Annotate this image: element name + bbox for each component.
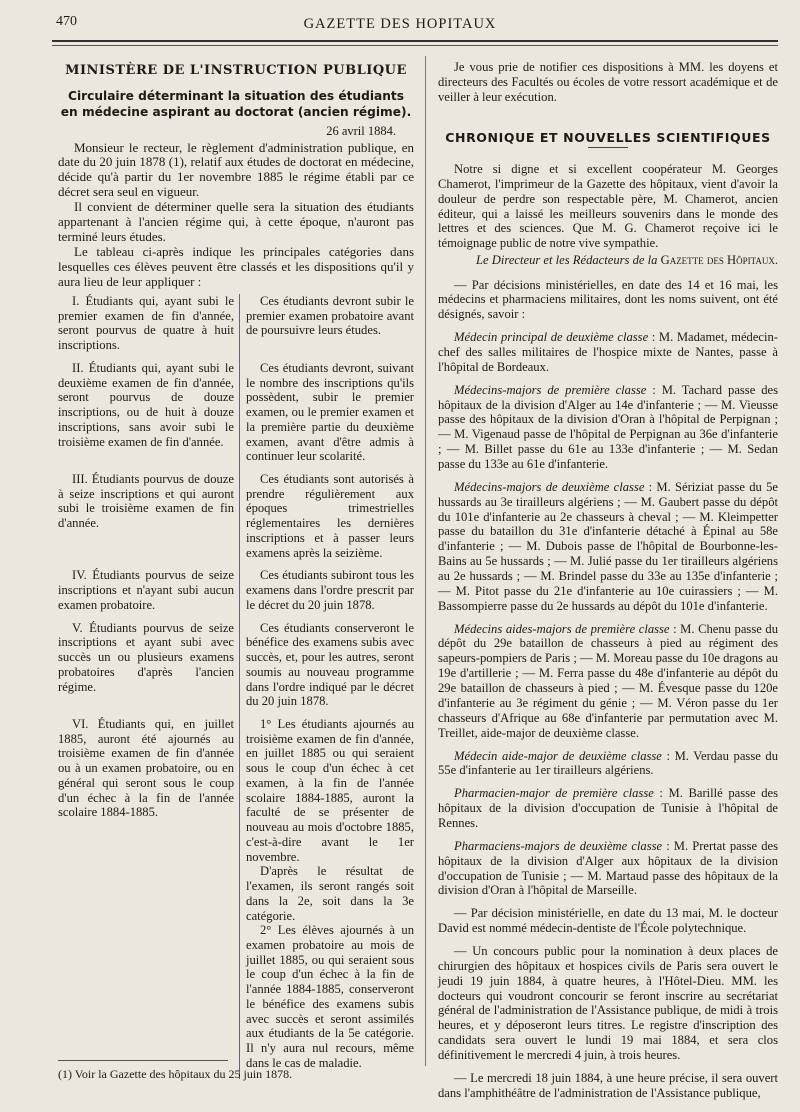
- header-rule-thin: [52, 45, 778, 46]
- appointment-rank: Pharmaciens-majors de deuxième classe: [454, 838, 663, 853]
- signature-journal: Gazette des Hôpitaux.: [660, 253, 778, 268]
- signature: [438, 253, 778, 267]
- category-disposition: [240, 621, 415, 717]
- intro-paragraph: Il convient de déterminer quelle sera la situation des étudiants appartenant à l'ancien régime qui, à cette époque, n'auront pas terminé leurs études.: [58, 199, 414, 245]
- intro-paragraph: Monsieur le recteur, le règlement d'administration publique, en date du 20 juin 1878 (1), relatif aux études de doctorat en médecine, décide qu'à partir du 1er novembre 1885 le régime établi par ce décret sera seul en vigueur.: [58, 139, 414, 200]
- table-row: [58, 472, 414, 568]
- appointment-paragraph: [438, 330, 778, 375]
- disposition-text: 1° Les étudiants ajournés au troisième examen de fin d'année, en juillet 1885 ou qui seraient sous le coup d'un échec à cet examen, à la fin de l'année scolaire 1884-1885, auront la faculté de se présenter de nouveau au mois d'octobre 1885, c'est-à-dire avant le 1er novembre.: [246, 717, 414, 864]
- appointment-rank: Médecin principal de deuxième classe: [454, 330, 649, 345]
- table-row: [58, 568, 414, 620]
- appointment-paragraph: [438, 839, 778, 898]
- disposition-text: Ces étudiants devront, suivant le nombre des inscriptions qu'ils possèdent, subir le premier examen, ou le premier examen et la première partie du deuxième examen, avant d'être admis à continuer leur scolarité.: [246, 360, 414, 464]
- category-text: V. Étudiants pourvus de seize inscriptions et ayant subi avec succès un ou plusieurs examens probatoires d'après l'ancien régime.: [58, 620, 234, 694]
- appointment-text: : M. Verdau passe du 55e d'infanterie au 1er tirailleurs algériens.: [438, 748, 778, 778]
- closing-paragraph: Je vous prie de notifier ces dispositions à MM. les doyens et directeurs des Facultés ou écoles de votre ressort académique et de veiller à leur exécution.: [438, 60, 778, 104]
- circular-title: Circulaire déterminant la situation des étudiants en médecine aspirant au doctorat (ancien régime).: [60, 88, 412, 119]
- decisions-intro: — Par décisions ministérielles, en date des 14 et 16 mai, les médecins et pharmaciens militaires, dont les noms suivent, ont été désignés, savoir :: [438, 277, 778, 322]
- appointment-paragraph: [438, 749, 778, 779]
- category-disposition: [240, 472, 415, 568]
- category-description: [58, 294, 240, 361]
- category-description: [58, 472, 240, 568]
- intro-paragraph: Le tableau ci-après indique les principales catégories dans lesquelles ces élèves peuvent être classés et les dispositions qu'il y aura lieu de leur appliquer :: [58, 244, 414, 289]
- appointment-rank: Pharmacien-major de première classe: [454, 786, 654, 801]
- appointment-rank: Médecins aides-majors de première classe: [454, 621, 670, 636]
- category-disposition: [240, 294, 415, 361]
- appointment-paragraph: [438, 383, 778, 472]
- column-divider: [425, 56, 426, 1066]
- appointment-text: : M. Sériziat passe du 5e hussards au 3e tirailleurs algériens ; — M. Gaubert passe du dépôt du 101e d'infanterie au 2e chasseurs à cheval ; — M. Kleimpetter passe du bataillon du 31e d'infanterie détaché à Épinal au 58e d'infanterie ; — M. Dubois passe de l'hôpital de Bourbonne-les-Bains au 5e hussards ; — M. Julié passe du 1er tirailleurs algériens au 2e hussards ; — M. Brindel passe du 33e au 135e d'infanterie ; — M. Pitot passe du 21e d'infanterie au 10e cuirassiers ; — M. Bassompierre passe du 2e hussards au dépôt du 101e d'infanterie.: [438, 479, 778, 613]
- appointment-paragraph: [438, 480, 778, 614]
- category-text: IV. Étudiants pourvus de seize inscriptions et n'ayant subi aucun examen probatoire.: [58, 568, 234, 612]
- short-rule: [588, 147, 628, 148]
- disposition-text: Ces étudiants devront subir le premier examen probatoire avant de poursuivre leurs études.: [246, 293, 414, 338]
- chronique-title: CHRONIQUE ET NOUVELLES SCIENTIFIQUES: [445, 129, 771, 145]
- signature-text: Le Directeur et les Rédacteurs de la: [476, 253, 661, 268]
- categories-table: [58, 294, 414, 1079]
- disposition-text: 2° Les élèves ajournés à un examen probatoire au mois de juillet 1885, ou qui seraient sous le coup d'un échec à la fin de l'année 1884-1885, conserveront le bénéfice des examens subis avec succès et seront assimilés aux étudiants de la 5e catégorie. Il n'y aura nul recours, même dans le cas de maladie.: [246, 923, 414, 1070]
- disposition-text: Ces étudiants subiront tous les examens dans l'ordre prescrit par le décret du 20 juin 1878.: [246, 568, 414, 612]
- table-row: [58, 621, 414, 717]
- appointment-rank: Médecins-majors de deuxième classe: [454, 479, 645, 494]
- footnote: (1) Voir la Gazette des hôpitaux du 25 juin 1878.: [58, 1067, 293, 1081]
- footnote-rule: [58, 1060, 228, 1061]
- appointment-text: : M. Tachard passe des hôpitaux de la division d'Alger au 14e d'infanterie ; — M. Vieusse passe des hôpitaux de la division d'Oran à l'hôpital de Perpignan ; — M. Vigenaud passe de l'hôpital de Perpignan au 36e d'infanterie ; — M. Billet passe du 61e au 133e d'infanterie ; — M. Sedan passe du 133e au 61e d'infanterie.: [438, 382, 778, 472]
- category-description: [58, 568, 240, 620]
- category-text: I. Étudiants qui, ayant subi le premier examen de fin d'année, seront pourvus de quatre à huit inscriptions.: [58, 293, 234, 353]
- category-text: VI. Étudiants qui, en juillet 1885, auront été ajournés au troisième examen de fin d'année ou à un examen probatoire, ou en général qui seront sous le coup d'un échec à la fin de l'année scolaire 1884-1885.: [58, 717, 234, 820]
- appointment-rank: Médecin aide-major de deuxième classe: [454, 748, 662, 763]
- appointment-text: : M. Madamet, médecin-chef des salles militaires de l'hospice mixte de Nantes, passe à l'hôpital de Bordeaux.: [438, 330, 778, 374]
- left-column: [58, 60, 414, 1079]
- page-number: 470: [56, 14, 77, 29]
- category-description: [58, 361, 240, 472]
- obituary-notice: Notre si digne et si excellent coopérateur M. Georges Chamerot, l'imprimeur de la Gazette des hôpitaux, vient d'avoir la douleur de perdre son respectable père, M. Chamerot, ancien éditeur, qui a laissé les meilleurs souvenirs dans le monde des lettres et des sciences. Que M. G. Chamerot reçoive ici le témoignage public de notre vive sympathie.: [438, 161, 778, 251]
- circular-date: 26 avril 1884.: [326, 124, 396, 139]
- appointment-rank: Médecins-majors de première classe: [454, 382, 647, 397]
- table-row: [58, 717, 414, 1079]
- header-rule: [52, 40, 778, 42]
- table-row: [58, 361, 414, 472]
- disposition-text: D'après le résultat de l'examen, ils seront rangés soit dans la 2e, soit dans la 3e catégorie.: [246, 864, 414, 923]
- ministry-title: MINISTÈRE DE L'INSTRUCTION PUBLIQUE: [65, 63, 407, 78]
- category-disposition: [240, 568, 415, 620]
- dentiste-notice: — Par décision ministérielle, en date du 13 mai, M. le docteur David est nommé médecin-dentiste de l'École polytechnique.: [438, 906, 778, 936]
- category-description: [58, 717, 240, 1079]
- appointment-text: : M. Barillé passe des hôpitaux de la division d'occupation de Tunisie à l'hôpital de Rennes.: [438, 786, 778, 830]
- appointment-paragraph: [438, 622, 778, 741]
- final-notice: — Le mercredi 18 juin 1884, à une heure précise, il sera ouvert dans l'amphithéâtre de l'administration de l'Assistance publique,: [438, 1070, 778, 1100]
- appointment-text: : M. Prertat passe des hôpitaux de la division d'Alger aux hôpitaux de la division d'occupation de Tunisie ; — M. Martaud passe des hôpitaux de la division d'Oran à l'hôpital de Marseille.: [438, 838, 778, 898]
- category-disposition: [240, 361, 415, 472]
- disposition-text: Ces étudiants sont autorisés à prendre régulièrement aux époques trimestrielles réglementaires les dernières inscriptions et à passer leurs examens après la seizième.: [246, 471, 414, 560]
- disposition-text: Ces étudiants conserveront le bénéfice des examens subis avec succès, et, pour les autres, seront soumis au nouveau programme dans l'ordre indiqué par le décret du 20 juin 1878.: [246, 620, 414, 709]
- category-disposition: [240, 717, 415, 1079]
- category-text: II. Étudiants qui, ayant subi le deuxième examen de fin d'année, seront pourvus de douze inscriptions, ou de huit à douze inscriptions, sans avoir subi le troisième examen de fin d'année.: [58, 360, 234, 449]
- appointment-text: : M. Chenu passe du dépôt du 29e bataillon de chasseurs à pied au régiment des sapeurs-pompiers de Paris ; — M. Moreau passe du 10e dragons au 19e d'artillerie ; — M. Ferra passe du 48e d'infanterie au dépôt du 29e bataillon de chasseurs à pied ; — M. Évesque passe du 120e d'infanterie au 3e régiment du génie ; — M. Véron passe du 1er chasseurs d'Afrique au 68e d'infanterie par permutation avec M. Treillet, aide-major de deuxième classe.: [438, 621, 778, 740]
- concours-notice: — Un concours public pour la nomination à deux places de chirurgien des hôpitaux et hospices civils de Paris sera ouvert le jeudi 19 juin 1884, à quatre heures, à l'Hôtel-Dieu. MM. les docteurs qui voudront concourir se feront inscrire au secrétariat général de l'administration de l'Assistance publique, de midi à trois heures, et y déposeront leurs titres. Le registre d'inscription des candidats sera ouvert le lundi 19 mai 1884, et sera clos définitivement le mercredi 4 juin, à trois heures.: [438, 943, 778, 1062]
- category-text: III. Étudiants pourvus de douze à seize inscriptions et qui auront subi le troisième examen de fin d'année.: [58, 471, 234, 531]
- table-row: [58, 294, 414, 361]
- category-description: [58, 621, 240, 717]
- right-column: [438, 60, 778, 1101]
- appointments-list: [438, 330, 778, 898]
- appointment-paragraph: [438, 786, 778, 831]
- running-title: GAZETTE DES HOPITAUX: [303, 16, 497, 32]
